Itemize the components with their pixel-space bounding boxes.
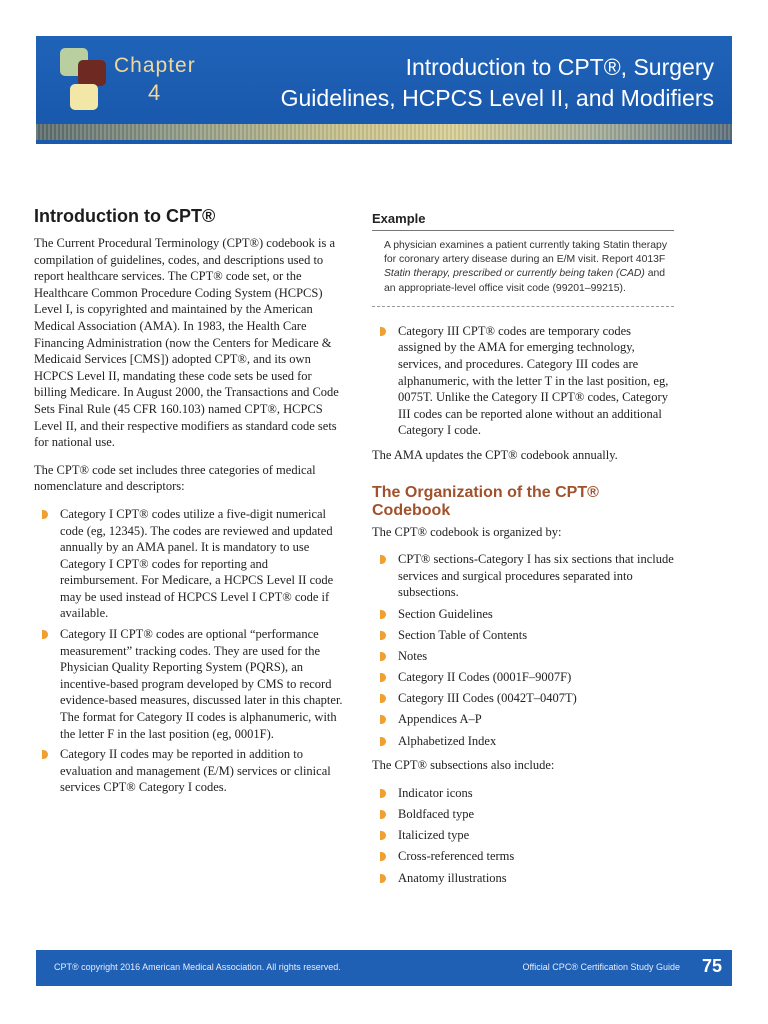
list-item: Italicized type: [372, 827, 674, 844]
section-heading-intro-cpt: Introduction to CPT®: [34, 206, 216, 226]
bullet-icon: [380, 810, 386, 819]
list-item: Cross-referenced terms: [372, 848, 674, 865]
list-item: CPT® sections-Category I has six sections that include services and surgical procedures separated into subsections.: [372, 551, 674, 601]
footer-copyright: CPT® copyright 2016 American Medical Association. All rights reserved.: [54, 962, 341, 972]
subsections-list: [372, 785, 674, 886]
list-item: Category II CPT® codes are optional “performance measurement” tracking codes. They are used for the Physician Quality Reporting System (PQRS), an incentive-based program developed by CMS to record evidence-based measures, discussed later in this chapter. The format for Category II codes is alphanumeric, with the letter F in the last position (eg, 0001F).: [34, 626, 346, 742]
category-list: [34, 506, 346, 796]
chapter-logo-square-brown: [78, 60, 106, 86]
list-item: Appendices A–P: [372, 711, 674, 728]
bullet-icon: [380, 673, 386, 682]
chapter-title-line2: Guidelines, HCPCS Level II, and Modifiers: [280, 85, 714, 111]
list-item: Category II Codes (0001F–9007F): [372, 669, 674, 686]
categories-intro-paragraph: The CPT® code set includes three categories of medical nomenclature and descriptors:: [34, 462, 316, 494]
list-item: Notes: [372, 648, 674, 665]
bullet-icon: [380, 694, 386, 703]
page-number: 75: [701, 956, 722, 976]
organization-list: [372, 551, 674, 749]
chapter-title: [244, 52, 714, 114]
bullet-icon: [380, 737, 386, 746]
list-item: Section Guidelines: [372, 606, 674, 623]
example-heading: Example: [372, 211, 674, 231]
list-item: Category III Codes (0042T–0407T): [372, 690, 674, 707]
bullet-icon: [380, 652, 386, 661]
list-item: Section Table of Contents: [372, 627, 674, 644]
chapter-label: Chapter: [114, 54, 196, 77]
bullet-icon: [380, 555, 386, 564]
example-box: A physician examines a patient currently taking Statin therapy for coronary artery disease during an E/M visit. Report 4013F Statin therapy, prescribed or currently being taken (CAD) and an appropriate-level office visit code (99201–99215).: [372, 239, 674, 307]
list-item: Category I CPT® codes utilize a five-digit numerical code (eg, 12345). The codes are reviewed and updated annually by an AMA panel. It is mandatory to use Category I CPT® codes for reporting and reimbursement. For Medicare, a HCPCS Level II code may be used instead of HCPCS Level I CPT® code if available.: [34, 506, 346, 622]
chapter-title-line1: Introduction to CPT®, Surgery: [405, 54, 714, 80]
bullet-icon: [380, 789, 386, 798]
section-heading-organization: The Organization of the CPT® Codebook: [372, 483, 599, 519]
bullet-icon: [380, 874, 386, 883]
chapter-number: 4: [148, 80, 161, 105]
bullet-icon: [42, 510, 48, 519]
list-item: Category II codes may be reported in addition to evaluation and management (E/M) services or clinical services CPT® Category I codes.: [34, 746, 346, 796]
bullet-icon: [380, 831, 386, 840]
page-footer: [36, 950, 732, 986]
bullet-icon: [380, 610, 386, 619]
list-item: Anatomy illustrations: [372, 870, 674, 887]
subsections-intro: The CPT® subsections also include:: [372, 758, 555, 773]
right-column: [372, 211, 674, 894]
bullet-icon: [42, 630, 48, 639]
list-item: Category III CPT® codes are temporary codes assigned by the AMA for emerging technology, services, and procedures. Category III codes are alphanumeric, with the letter T in the last position, eg, 0075T. Unlike the Category II CPT® codes, Category III codes can be reported alone without an additional Category I code.: [372, 323, 674, 439]
organization-intro: The CPT® codebook is organized by:: [372, 524, 562, 539]
intro-paragraph: The Current Procedural Terminology (CPT®) codebook is a compilation of guidelines, codes, and descriptions used to report healthcare services. The CPT® code set, or the Healthcare Common Procedure Coding System (HCPCS) Level I, is copyrighted and maintained by the American Medical Association (AMA). In 1983, the Health Care Financing Administration (now the Centers for Medicare & Medicaid Services [CMS]) adopted CPT®, and its own HCPCS Level II, mandating these code sets be used for billing Medicare. In August 2000, the Transactions and Code Sets Final Rule (45 CFR 160.103) named CPT®, HCPCS Level II, and their respective modifiers as standard code sets for national use.: [34, 236, 339, 450]
bullet-icon: [380, 852, 386, 861]
chapter-logo-square-yellow: [70, 84, 98, 110]
list-item: Alphabetized Index: [372, 733, 674, 750]
bullet-icon: [380, 327, 386, 336]
bullet-icon: [380, 715, 386, 724]
bullet-icon: [380, 631, 386, 640]
footer-guide-title: Official CPC® Certification Study Guide: [522, 962, 680, 972]
header-decorative-stripe: [36, 124, 732, 140]
list-item: Indicator icons: [372, 785, 674, 802]
category-three-list: [372, 323, 674, 439]
ama-updates-paragraph: The AMA updates the CPT® codebook annually.: [372, 447, 618, 462]
list-item: Boldfaced type: [372, 806, 674, 823]
left-column: [34, 206, 346, 804]
bullet-icon: [42, 750, 48, 759]
